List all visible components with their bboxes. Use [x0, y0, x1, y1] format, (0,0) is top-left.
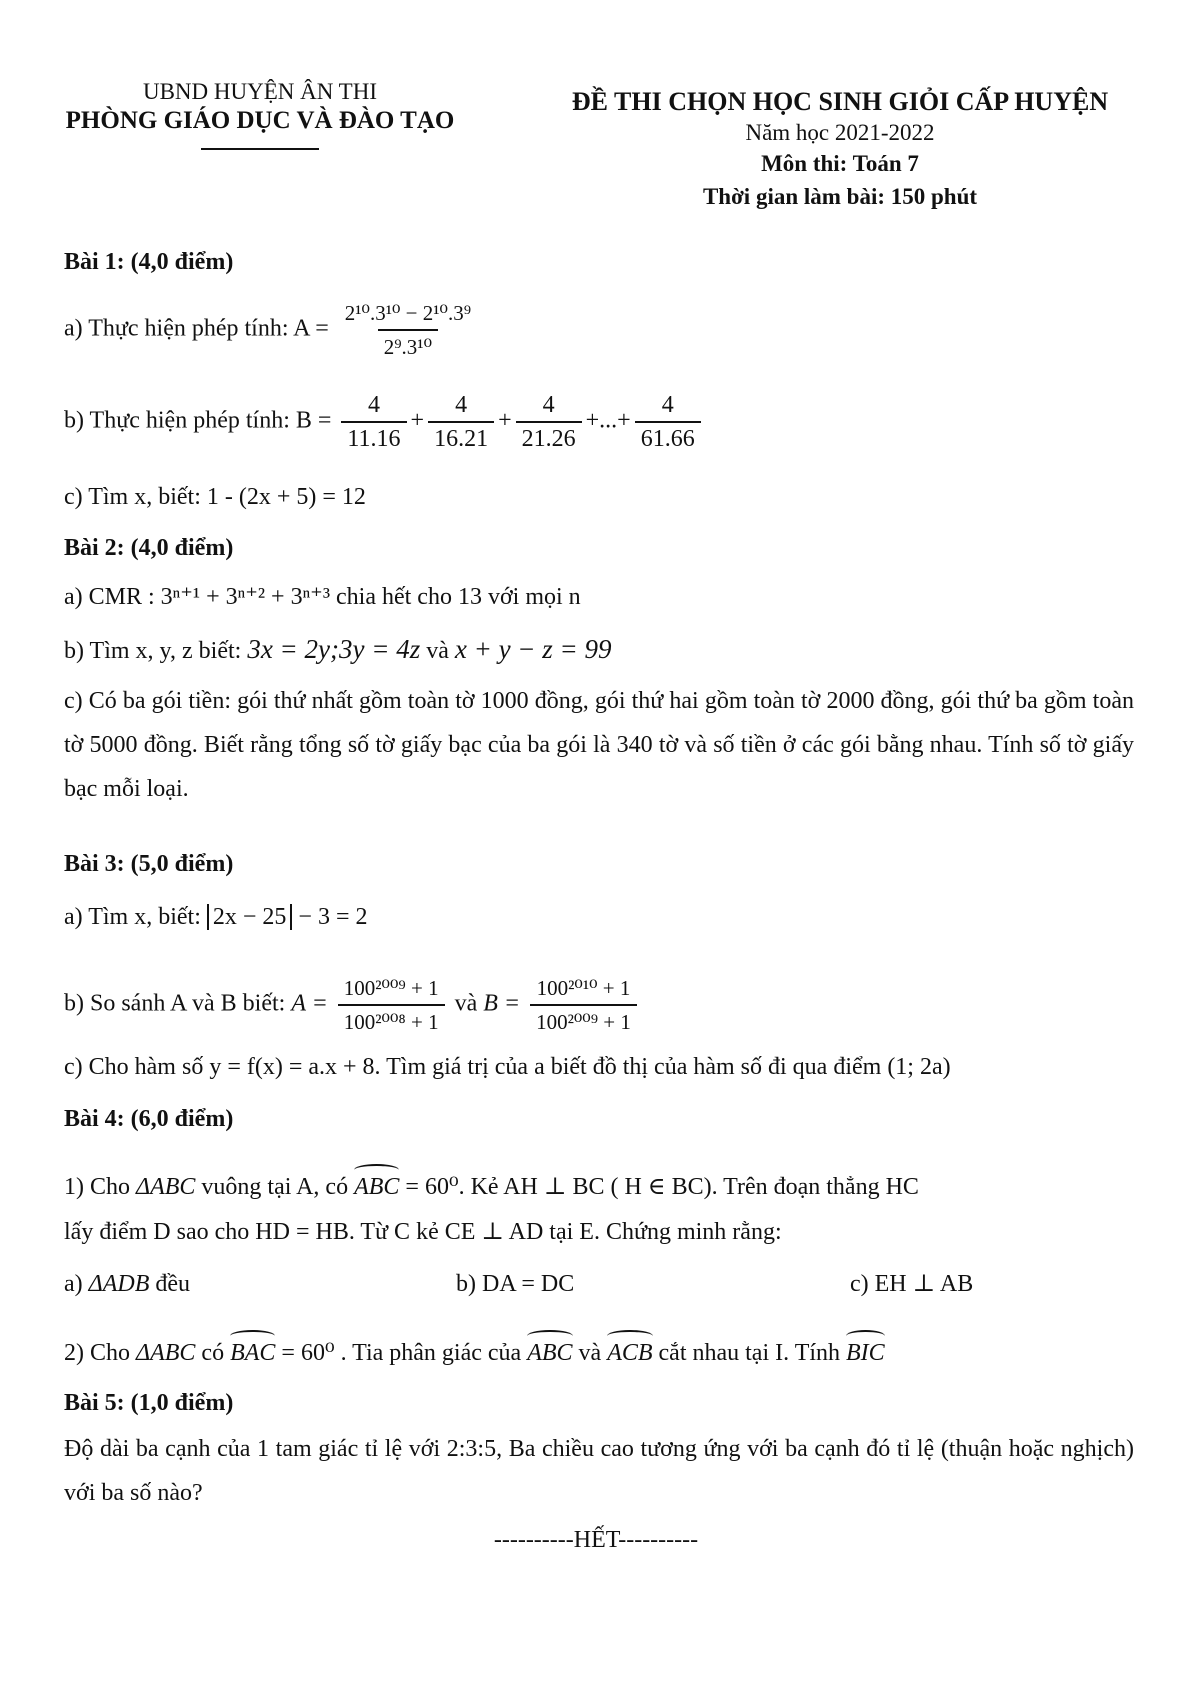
term-denominator: 21.26 — [516, 421, 582, 452]
part2-angle-bic: BIC — [846, 1330, 885, 1368]
part2-text-2: = 60⁰ . Tia phân giác của — [281, 1340, 522, 1366]
exam-title: ĐỀ THI CHỌN HỌC SINH GIỎI CẤP HUYỆN — [571, 87, 1109, 116]
part1-angle: ABC — [354, 1164, 399, 1202]
header-divider — [201, 148, 319, 150]
bai1-b-term-last — [635, 392, 701, 452]
bai1-b: b) Thực hiện phép tính: B = $\frac{4}{11.16}$ + $\frac{4}{16.21}$ + $\frac{4}{21.26}$ +...+ $\frac{4}{61.66}$ — [64, 392, 705, 452]
part2-angle-bac: BAC — [230, 1330, 275, 1368]
qa-text: đều — [155, 1271, 191, 1297]
bai1-a-denominator: 2⁹.3¹⁰ — [378, 329, 438, 360]
bai2-b — [64, 634, 612, 666]
qa-label: a) — [64, 1271, 83, 1297]
term-denominator: 61.66 — [635, 421, 701, 452]
part1-triangle: ΔABC — [136, 1174, 196, 1200]
bai3-a — [64, 902, 368, 932]
bai2-a-suffix: chia hết cho 13 với mọi n — [336, 584, 581, 610]
bai1-a — [64, 300, 481, 360]
bai2-a-expression: 3ⁿ⁺¹ + 3ⁿ⁺² + 3ⁿ⁺³ — [160, 584, 331, 610]
bai1-b-term-2 — [428, 392, 494, 452]
a-denominator: 100²⁰⁰⁸ + 1 — [338, 1004, 445, 1035]
bai4-title: Bài 4: (6,0 điểm) — [64, 1106, 234, 1132]
bai5-text: Độ dài ba cạnh của 1 tam giác tỉ lệ với 2:3:5, Ba chiều cao tương ứng với ba cạnh đó tỉ lệ (thuận hoặc nghịch) với ba số nào? — [64, 1436, 1134, 1506]
bai3-b-and: và — [454, 990, 478, 1017]
part2-text-3: cắt nhau tại I. Tính — [658, 1340, 841, 1366]
bai2-a-prefix: a) CMR : — [64, 584, 155, 610]
term-denominator: 16.21 — [428, 421, 494, 452]
school-year: Năm học 2021-2022 — [745, 120, 935, 145]
term-numerator: 4 — [455, 392, 468, 418]
part1-text: vuông tại A, có — [201, 1174, 349, 1200]
part2-triangle: ΔABC — [136, 1340, 196, 1366]
part2-angle-abc: ABC — [527, 1330, 572, 1368]
bai1-b-ellipsis: ... — [599, 407, 618, 434]
bai1-a-fraction — [339, 300, 477, 360]
part1-intro: 1) Cho — [64, 1174, 130, 1200]
bai4-part1-line2: lấy điểm D sao cho HD = HB. Từ C kẻ CE ⊥ AD tại E. Chứng minh rằng: — [64, 1219, 782, 1245]
bai1-b-term-1 — [341, 392, 406, 452]
bai3-b-prefix: b) So sánh A và B biết: — [64, 990, 286, 1017]
bai2-b-equation-1: 3x = 2y;3y = 4z — [247, 634, 421, 664]
bai3-b — [64, 975, 641, 1035]
bai2-a — [64, 582, 581, 612]
header-right — [530, 86, 1150, 214]
bai2-b-and: và — [426, 638, 449, 664]
bai3-title: Bài 3: (5,0 điểm) — [64, 851, 234, 877]
part1-text-2: = 60⁰. Kẻ AH ⊥ BC ( H ∈ BC). Trên đoạn thẳng HC — [405, 1174, 919, 1200]
bai3-b-b-fraction — [530, 975, 637, 1035]
term-denominator: 11.16 — [341, 421, 406, 452]
bai1-c: c) Tìm x, biết: 1 - (2x + 5) = 12 — [64, 484, 366, 510]
bai1-a-prefix: a) Thực hiện phép tính: A = — [64, 315, 329, 342]
education-office: PHÒNG GIÁO DỤC VÀ ĐÀO TẠO — [65, 107, 455, 134]
district-committee: UBND HUYỆN ÂN THI — [142, 79, 378, 104]
bai1-b-term-3 — [516, 392, 582, 452]
term-numerator: 4 — [661, 392, 674, 418]
bai3-b-a-label: A = — [291, 990, 328, 1017]
part2-text: có — [201, 1340, 225, 1366]
bai4-part2 — [64, 1330, 885, 1368]
bai5-title: Bài 5: (1,0 điểm) — [64, 1390, 234, 1416]
bai2-title: Bài 2: (4,0 điểm) — [64, 535, 234, 561]
term-numerator: 4 — [542, 392, 555, 418]
term-numerator: 4 — [367, 392, 380, 418]
bai3-c: c) Cho hàm số y = f(x) = a.x + 8. Tìm giá trị của a biết đồ thị của hàm số đi qua điểm (1; 2a) — [64, 1054, 951, 1080]
bai1-a-numerator: 2¹⁰.3¹⁰ − 2¹⁰.3⁹ — [344, 301, 472, 325]
b-denominator: 100²⁰⁰⁹ + 1 — [530, 1004, 637, 1035]
bai2-b-equation-2: x + y − z = 99 — [454, 634, 612, 664]
bai1-b-prefix: b) Thực hiện phép tính: B = — [64, 407, 332, 434]
header-left — [50, 78, 470, 150]
part2-intro: 2) Cho — [64, 1340, 130, 1366]
bai3-a-absolute-value: 2x − 25 — [207, 904, 293, 930]
bai4-question-b: b) DA = DC — [456, 1271, 575, 1297]
bai2-c: c) Có ba gói tiền: gói thứ nhất gồm toàn tờ 1000 đồng, gói thứ hai gồm toàn tờ 2000 đồng, gói thứ ba gồm toàn tờ 5000 đồng. Biết rằng tổng số tờ giấy bạc của ba gói là 340 tờ và số tiền ở các gói bằng nhau. Tính số tờ giấy bạc mỗi loại. — [64, 688, 1134, 802]
bai4-question-c: c) EH ⊥ AB — [850, 1271, 974, 1297]
bai4-part1-line1 — [64, 1164, 919, 1202]
bai3-a-suffix: − 3 = 2 — [298, 904, 368, 930]
a-numerator: 100²⁰⁰⁹ + 1 — [343, 976, 439, 1000]
exam-subject: Môn thi: Toán 7 — [761, 151, 919, 176]
bai3-b-a-fraction — [338, 975, 445, 1035]
bai3-b-b-label: B = — [483, 990, 521, 1017]
b-numerator: 100²⁰¹⁰ + 1 — [536, 976, 631, 1000]
bai4-question-a — [64, 1269, 190, 1299]
bai3-a-prefix: a) Tìm x, biết: — [64, 904, 201, 930]
end-marker: ----------HẾT---------- — [493, 1527, 699, 1553]
exam-time: Thời gian làm bài: 150 phút — [702, 184, 978, 209]
part2-and: và — [578, 1340, 602, 1366]
bai1-title: Bài 1: (4,0 điểm) — [64, 249, 234, 275]
bai2-b-prefix: b) Tìm x, y, z biết: — [64, 638, 242, 664]
qa-triangle: ΔADB — [88, 1271, 150, 1297]
part2-angle-acb: ACB — [607, 1330, 652, 1368]
